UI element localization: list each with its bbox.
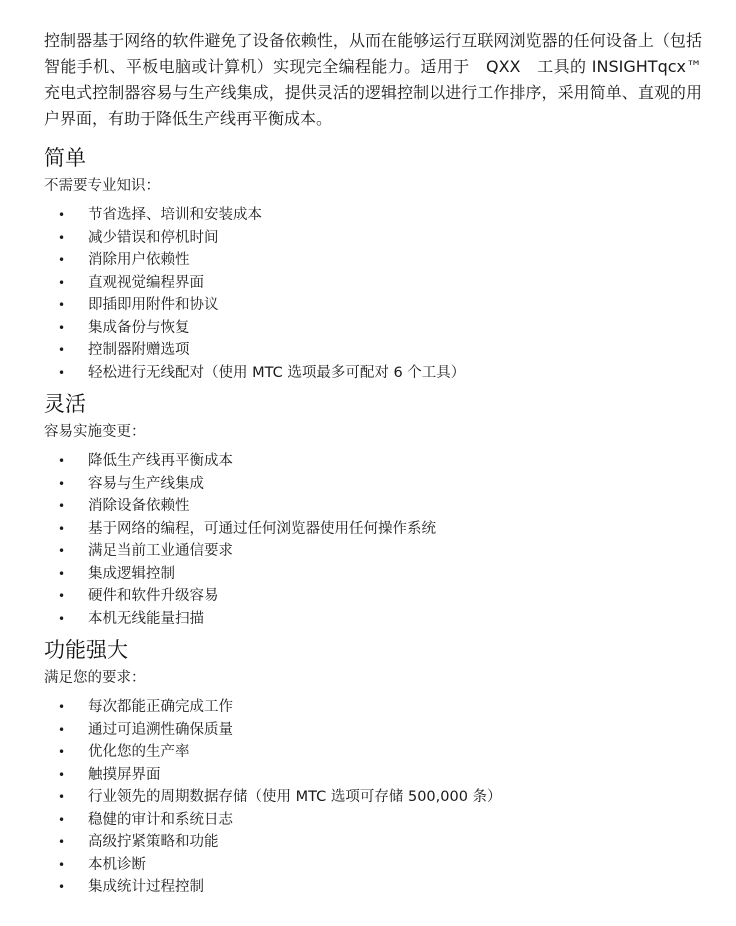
list-item: • 满足当前工业通信要求 <box>44 540 702 563</box>
list-item: • 消除用户依赖性 <box>44 249 702 272</box>
bullet-list <box>44 450 702 630</box>
list-item: • 容易与生产线集成 <box>44 473 702 496</box>
list-item: • 本机无线能量扫描 <box>44 608 702 631</box>
bullet-icon: • <box>58 275 66 290</box>
bullet-icon: • <box>58 812 66 827</box>
bullet-icon: • <box>58 700 66 714</box>
section-simple <box>44 144 702 384</box>
list-item: • 通过可追溯性确保质量 <box>44 719 702 742</box>
list-item: • 直观视觉编程界面 <box>44 272 702 295</box>
bullet-icon: • <box>58 521 66 536</box>
list-item: • 优化您的生产率 <box>44 741 702 764</box>
bullet-icon: • <box>58 365 66 380</box>
list-item: • 集成统计过程控制 <box>44 876 702 899</box>
bullet-icon: • <box>58 722 66 737</box>
bullet-list <box>44 204 702 384</box>
list-item: • 行业领先的周期数据存储（使用 MTC 选项可存储 500,000 条） <box>44 786 702 809</box>
bullet-icon: • <box>58 208 66 222</box>
section-subtitle: 满足您的要求： <box>44 670 146 686</box>
list-item: • 控制器附赠选项 <box>44 339 702 362</box>
list-item: • 高级拧紧策略和功能 <box>44 831 702 854</box>
bullet-icon: • <box>58 611 66 626</box>
list-item: • 降低生产线再平衡成本 <box>44 450 702 473</box>
section-title: 功能强大 <box>44 638 128 662</box>
bullet-icon: • <box>58 230 66 245</box>
list-item: • 本机诊断 <box>44 854 702 877</box>
list-item: • 稳健的审计和系统日志 <box>44 809 702 832</box>
bullet-icon: • <box>58 343 66 357</box>
bullet-icon: • <box>58 476 66 491</box>
list-item: • 基于网络的编程，可通过任何浏览器使用任何操作系统 <box>44 518 702 541</box>
bullet-icon: • <box>58 454 66 468</box>
list-item: • 每次都能正确完成工作 <box>44 696 702 719</box>
section-title: 灵活 <box>44 392 86 416</box>
bullet-icon: • <box>58 544 66 558</box>
bullet-icon: • <box>58 745 66 759</box>
list-item: • 集成备份与恢复 <box>44 317 702 340</box>
bullet-icon: • <box>58 320 66 335</box>
list-item: • 减少错误和停机时间 <box>44 227 702 250</box>
bullet-icon: • <box>58 298 66 312</box>
bullet-icon: • <box>58 499 66 513</box>
bullet-icon: • <box>58 835 66 849</box>
section-subtitle: 容易实施变更： <box>44 424 146 440</box>
bullet-icon: • <box>58 767 66 782</box>
list-item: • 节省选择、培训和安装成本 <box>44 204 702 227</box>
section-title: 简单 <box>44 146 86 170</box>
section-flexible <box>44 390 702 630</box>
section-powerful <box>44 636 702 899</box>
bullet-icon: • <box>58 253 66 267</box>
bullet-icon: • <box>58 790 66 804</box>
list-item: • 轻松进行无线配对（使用 MTC 选项最多可配对 6 个工具） <box>44 362 702 385</box>
bullet-icon: • <box>58 880 66 894</box>
bullet-icon: • <box>58 589 66 603</box>
list-item: • 触摸屏界面 <box>44 764 702 787</box>
bullet-icon: • <box>58 857 66 872</box>
list-item: • 即插即用附件和协议 <box>44 294 702 317</box>
list-item: • 消除设备依赖性 <box>44 495 702 518</box>
bullet-list <box>44 696 702 899</box>
bullet-icon: • <box>58 566 66 581</box>
section-subtitle: 不需要专业知识： <box>44 178 160 194</box>
list-item: • 硬件和软件升级容易 <box>44 585 702 608</box>
intro-paragraph: 控制器基于网络的软件避免了设备依赖性，从而在能够运行互联网浏览器的任何设备上（包括智能手机、平板电脑或计算机）实现完全编程能力。适用于 QXX 工具的 INSIGHTqcx™ 充电式控制器容易与生产线集成，提供灵活的逻辑控制以进行工作排序，采用简单、直观的用户界面，有助于降低生产线再平衡成本。 <box>44 31 719 128</box>
list-item: • 集成逻辑控制 <box>44 563 702 586</box>
